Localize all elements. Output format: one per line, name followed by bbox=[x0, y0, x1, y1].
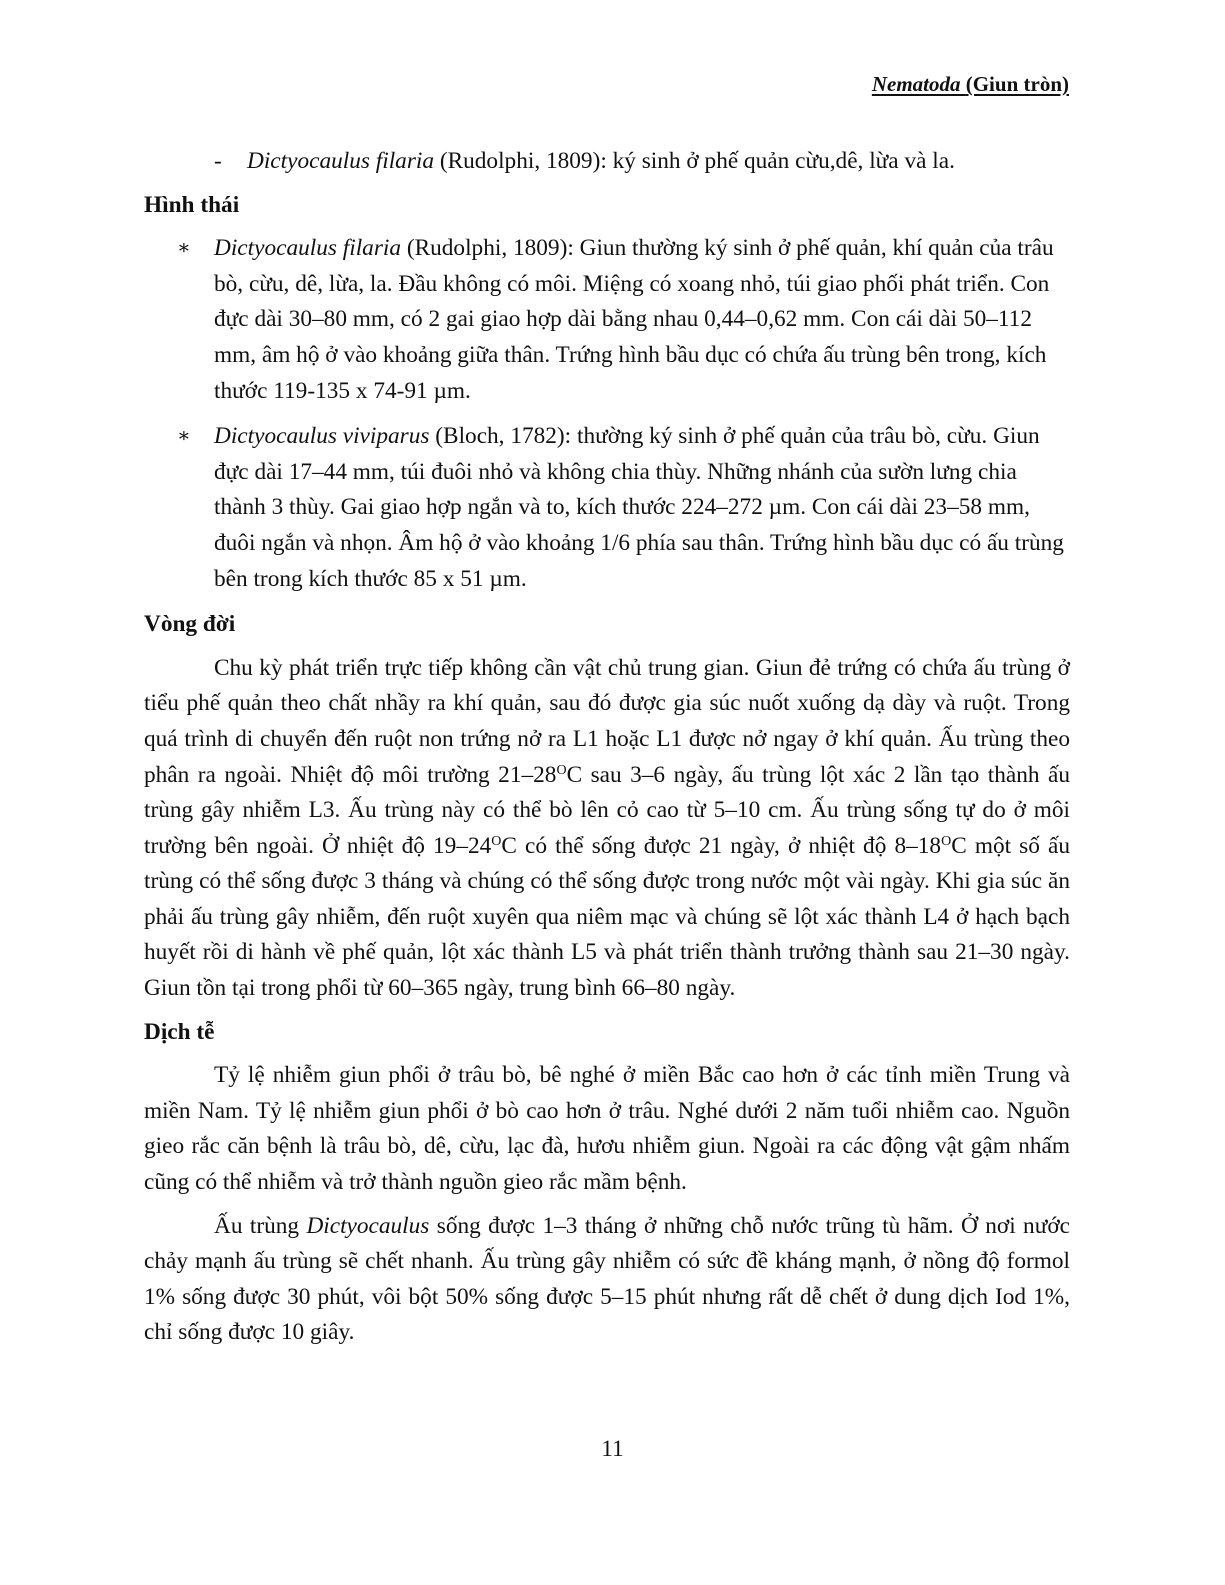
header-taxon: Nematoda bbox=[871, 72, 961, 96]
morphology-list bbox=[144, 231, 1070, 597]
asterisk-bullet-icon: ∗ bbox=[177, 425, 191, 448]
genus-name: Dictyocaulus bbox=[306, 1212, 430, 1239]
morphology-item-text: (Rudolphi, 1809): Giun thường ký sinh ở phế quản, khí quản của trâu bò, cừu, dê, lừa, la. Đầu không có môi. Miệng có xoang nhỏ, túi giao phối phát triển. Con đực dài 30–80 mm, có 2 gai giao hợp dài bằng nhau 0,44–0,62 mm. Con cái dài 50–112 mm, âm hộ ở vào khoảng giữa thân. Trứng hình bầu dục có chứa ấu trùng bên trong, kích thước 119-135 x 74-91 µm. bbox=[214, 235, 1054, 404]
epidemiology-heading: Dịch tễ bbox=[144, 1018, 215, 1045]
life-cycle-text-4: C một số ấu trùng có thể sống được 3 tháng và chúng có thể sống được trong nước một vài ngày. Khi gia súc ăn phải ấu trùng gây nhiễm, đến ruột xuyên qua niêm mạc và chúng sẽ lột xác thành L4 ở hạch bạch huyết rồi di hành về phế quản, lột xác thành L5 và phát triển thành trưởng thành sau 21–30 ngày. Giun tồn tại trong phổi từ 60–365 ngày, trung bình 66–80 ngày. bbox=[144, 832, 1070, 1002]
species-name: Dictyocaulus filaria bbox=[247, 148, 435, 174]
degree-mark: O bbox=[491, 833, 502, 849]
morphology-item-text: (Bloch, 1782): thường ký sinh ở phế quản của trâu bò, cừu. Giun đực dài 17–44 mm, túi đuôi nhỏ và không chia thùy. Những nhánh của sườn lưng chia thành 3 thùy. Gai giao hợp ngắn và to, kích thước 224–272 µm. Con cái dài 23–58 mm, đuôi ngắn và nhọn. Âm hộ ở vào khoảng 1/6 phía sau thân. Trứng hình bầu dục có ấu trùng bên trong kích thước 85 x 51 µm. bbox=[214, 423, 1064, 592]
asterisk-bullet-icon: ∗ bbox=[177, 237, 191, 260]
page-content bbox=[144, 144, 1070, 1359]
life-cycle-text-3: C có thể sống được 21 ngày, ở nhiệt độ 8–18 bbox=[501, 832, 942, 859]
degree-mark: O bbox=[556, 762, 567, 778]
degree-mark: O bbox=[941, 833, 952, 849]
life-cycle-text-1: Chu kỳ phát triển trực tiếp không cần vật chủ trung gian. Giun đẻ trứng có chứa ấu trùng ở tiểu phế quản theo chất nhầy ra khí quản, sau đó được gia súc nuốt xuống dạ dày và ruột. Trong quá trình di chuyển đến ruột non trứng nở ra L1 hoặc L1 được nở ngay ở khí quản. Ấu trùng theo phân ra ngoài. Nhiệt độ môi trường 21–28 bbox=[144, 654, 1070, 788]
epidemiology-paragraph-1: Tỷ lệ nhiễm giun phổi ở trâu bò, bê nghé ở miền Bắc cao hơn ở các tỉnh miền Trung và miền Nam. Tỷ lệ nhiễm giun phổi ở bò cao hơn ở trâu. Nghé dưới 2 năm tuổi nhiễm cao. Nguồn gieo rắc căn bệnh là trâu bò, dê, cừu, lạc đà, hươu nhiễm giun. Ngoài ra các động vật gậm nhấm cũng có thể nhiễm và trở thành nguồn gieo rắc mầm bệnh. bbox=[144, 1062, 1070, 1196]
morphology-heading: Hình thái bbox=[144, 191, 240, 218]
species-line bbox=[144, 144, 1070, 180]
header-common-name: (Giun tròn) bbox=[965, 72, 1069, 96]
species-description: (Rudolphi, 1809): ký sinh ở phế quản cừu,dê, lừa và la. bbox=[434, 148, 955, 174]
running-header bbox=[872, 72, 1069, 97]
life-cycle-heading: Vòng đời bbox=[144, 611, 236, 638]
morphology-item-name: Dictyocaulus filaria bbox=[214, 235, 402, 262]
life-cycle-paragraph bbox=[144, 651, 1070, 1007]
epidemiology-text-pre: Ấu trùng bbox=[214, 1212, 307, 1239]
morphology-item-viviparus bbox=[144, 419, 1070, 597]
page-number: 11 bbox=[601, 1436, 624, 1461]
epidemiology-text-post: sống được 1–3 tháng ở những chỗ nước trũng tù hãm. Ở nơi nước chảy mạnh ấu trùng sẽ chết nhanh. Ấu trùng gây nhiễm có sức đề kháng mạnh, ở nồng độ formol 1% sống được 30 phút, vôi bột 50% sống được 5–15 phút nhưng rất dễ chết ở dung dịch Iod 1%, chỉ sống được 10 giây. bbox=[144, 1212, 1070, 1346]
morphology-item-filaria bbox=[144, 231, 1070, 409]
life-cycle-text-2: C sau 3–6 ngày, ấu trùng lột xác 2 lần tạo thành ấu trùng gây nhiễm L3. Ấu trùng này có thể bò lên cỏ cao từ 5–10 cm. Ấu trùng sống tự do ở môi trường bên ngoài. Ở nhiệt độ 19–24 bbox=[144, 761, 1071, 859]
dash-marker: - bbox=[214, 148, 222, 174]
morphology-item-name: Dictyocaulus viviparus bbox=[214, 423, 430, 450]
epidemiology-paragraph-2 bbox=[144, 1209, 1070, 1351]
